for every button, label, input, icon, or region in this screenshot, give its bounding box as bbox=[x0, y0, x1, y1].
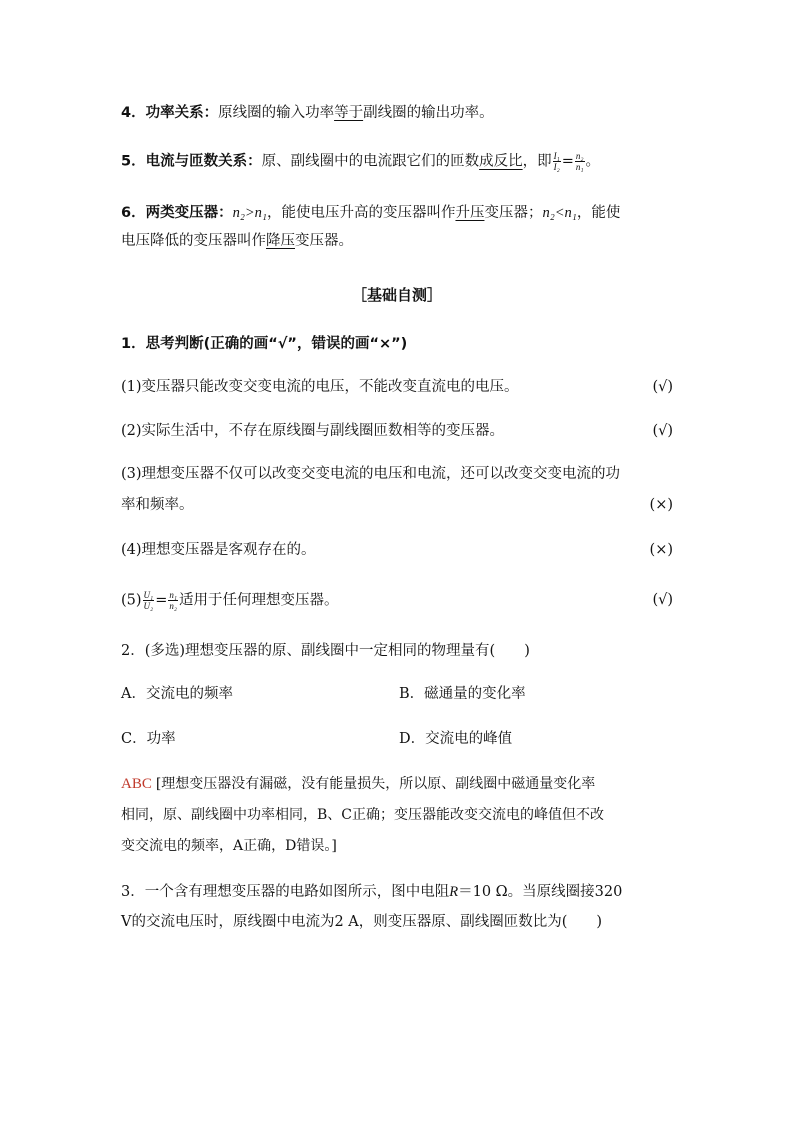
q1-mark-2: (√) bbox=[652, 423, 673, 439]
item-4-text-post: 副线圈的输出功率。 bbox=[363, 105, 494, 121]
q1-title: 1．思考判断(正确的画“√”，错误的画“×”) bbox=[121, 336, 408, 352]
item-6-line2-b: 变压器。 bbox=[295, 233, 353, 249]
item-6-condition-2: n₂<n₁ bbox=[542, 205, 577, 221]
q3-line-2: V的交流电压时，原线圈中电流为2 A，则变压器原、副线圈匝数比为( ) bbox=[121, 914, 603, 930]
item-6-number: 6． bbox=[121, 205, 146, 221]
current-ratio-fraction bbox=[553, 151, 561, 172]
item-6-text-3: ，能使 bbox=[576, 205, 621, 221]
q1-s5-text: 适用于任何理想变压器。 bbox=[178, 592, 339, 609]
fraction-denominator: U₂ bbox=[143, 601, 154, 611]
fraction-denominator: I₂ bbox=[553, 162, 560, 172]
fraction-denominator: n₂ bbox=[169, 601, 177, 611]
item-5-underlined: 成反比 bbox=[479, 153, 523, 170]
fraction-numerator: n₁ bbox=[169, 590, 177, 600]
voltage-ratio-fraction bbox=[143, 590, 155, 611]
q3-line-1 bbox=[121, 882, 622, 902]
fraction-numerator: n₂ bbox=[575, 151, 584, 161]
turns-ratio-fraction bbox=[575, 151, 585, 172]
section-heading: ［基础自测］ bbox=[351, 286, 442, 304]
equals-sign: = bbox=[155, 592, 168, 609]
q2-answer-key: ABC bbox=[121, 776, 152, 792]
q3-line1-a: 3．一个含有理想变压器的电路如图所示，图中电阻 bbox=[121, 884, 450, 900]
item-5-end: 。 bbox=[585, 153, 601, 170]
q2-option-b: B．磁通量的变化率 bbox=[399, 686, 526, 702]
q2-option-a: A．交流电的频率 bbox=[121, 686, 233, 702]
q1-mark-3: (×) bbox=[649, 497, 673, 513]
q2-explanation-line-1 bbox=[121, 774, 595, 794]
item-5-number: 5． bbox=[121, 153, 146, 170]
item-6-condition-1: n₂>n₁ bbox=[232, 205, 267, 221]
item-6-line-2 bbox=[121, 231, 353, 251]
item-5-text-mid: ，即 bbox=[522, 153, 552, 170]
q1-mark-4: (×) bbox=[649, 542, 673, 558]
q2-explanation-1: [理想变压器没有漏磁，没有能量损失，所以原、副线圈中磁通量变化率 bbox=[155, 776, 596, 792]
item-6-underlined-1: 升压 bbox=[455, 205, 485, 221]
item-4-title: 功率关系： bbox=[145, 105, 219, 121]
q1-statement-1: (1)变压器只能改变交变电流的电压，不能改变直流电的电压。 bbox=[121, 379, 519, 395]
q1-s5-prefix: (5) bbox=[121, 592, 142, 609]
q2-option-d: D．交流电的峰值 bbox=[399, 731, 513, 747]
q2-explanation-2: 相同，原、副线圈中功率相同，B、C正确；变压器能改变交流电的峰值但不改 bbox=[121, 807, 604, 823]
item-6-title: 两类变压器： bbox=[145, 205, 233, 221]
q1-mark-5: (√) bbox=[652, 592, 673, 608]
q3-resistor-symbol: R bbox=[449, 884, 459, 900]
item-5-title: 电流与匝数关系： bbox=[145, 153, 262, 170]
item-5-text-pre: 原、副线圈中的电流跟它们的匝数 bbox=[261, 153, 480, 170]
q2-explanation-3: 变交流电的频率，A正确，D错误。] bbox=[121, 838, 337, 854]
q1-mark-1: (√) bbox=[652, 379, 673, 395]
q1-statement-3: (3)理想变压器不仅可以改变交变电流的电压和电流，还可以改变交变电流的功 bbox=[121, 466, 621, 482]
item-4-number: 4． bbox=[121, 105, 146, 121]
item-6-line2-a: 电压降低的变压器叫作 bbox=[121, 233, 266, 249]
item-6-text-2: 变压器； bbox=[484, 205, 543, 221]
item-4 bbox=[121, 103, 494, 123]
q3-line1-b: ＝10 Ω。当原线圈接320 bbox=[458, 884, 623, 900]
q1-statement-5 bbox=[121, 590, 338, 611]
item-5 bbox=[121, 151, 600, 172]
q2-title: 2．(多选)理想变压器的原、副线圈中一定相同的物理量有( ) bbox=[121, 643, 530, 659]
q1-statement-4: (4)理想变压器是客观存在的。 bbox=[121, 542, 316, 558]
turns-ratio-fraction bbox=[168, 590, 178, 611]
fraction-numerator: U₁ bbox=[143, 590, 154, 600]
item-4-underlined: 等于 bbox=[334, 105, 364, 121]
item-6-text-1: ，能使电压升高的变压器叫作 bbox=[266, 205, 456, 221]
equals-sign: = bbox=[561, 153, 574, 170]
fraction-numerator: I₁ bbox=[553, 151, 560, 161]
q1-statement-3-cont: 率和频率。 bbox=[121, 497, 194, 513]
item-4-text-pre: 原线圈的输入功率 bbox=[218, 105, 335, 121]
item-6-underlined-2: 降压 bbox=[266, 233, 295, 249]
item-6-line-1 bbox=[121, 203, 620, 223]
q2-option-c: C．功率 bbox=[121, 731, 176, 747]
q1-statement-2: (2)实际生活中，不存在原线圈与副线圈匝数相等的变压器。 bbox=[121, 423, 505, 439]
fraction-denominator: n₁ bbox=[575, 162, 584, 172]
